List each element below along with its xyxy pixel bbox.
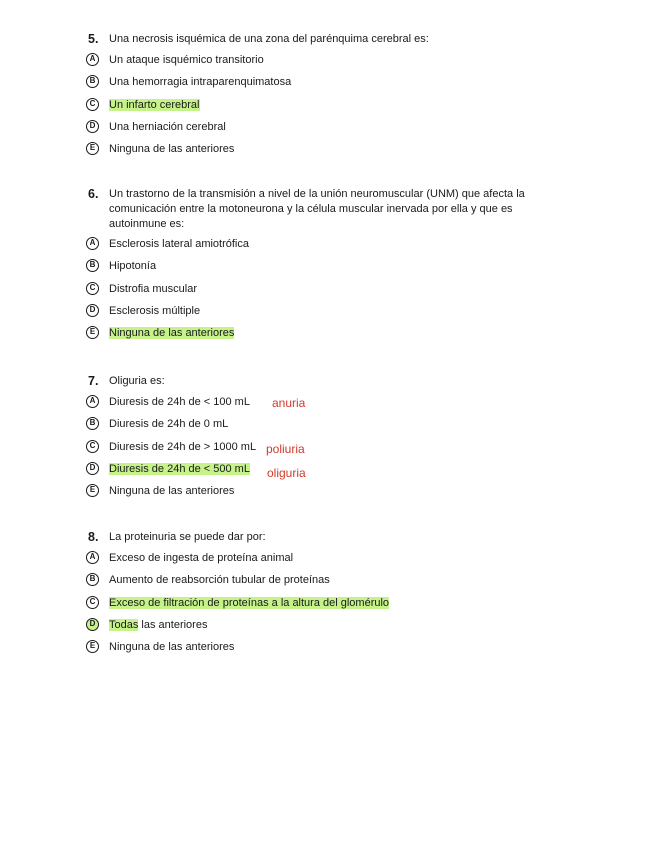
option-bubble[interactable]: D (86, 120, 99, 133)
option-text: Ninguna de las anteriores (109, 641, 235, 654)
question-number: 8. (88, 530, 99, 544)
option-text-highlighted: Un infarto cerebral (109, 98, 200, 111)
option-bubble[interactable]: B (86, 259, 99, 272)
option-a[interactable] (86, 52, 556, 74)
option-d[interactable] (86, 303, 556, 325)
option-c[interactable] (86, 439, 556, 461)
question-number: 5. (88, 32, 99, 46)
question-text: La proteinuria se puede dar por: (109, 531, 266, 543)
option-bubble[interactable]: D (86, 304, 99, 317)
option-bubble[interactable]: A (86, 395, 99, 408)
option-c[interactable] (86, 97, 556, 119)
option-e[interactable] (86, 483, 556, 505)
option-text: Una hemorragia intraparenquimatosa (109, 76, 292, 89)
option-d[interactable] (86, 461, 556, 483)
option-text-highlighted: Todas (109, 618, 139, 631)
option-text: Diuresis de 24h de > 1000 mL (109, 440, 257, 453)
option-e[interactable] (86, 325, 556, 347)
option-text: Aumento de reabsorción tubular de proteínas (109, 574, 330, 587)
option-text: Ninguna de las anteriores (109, 143, 235, 156)
option-text: Hipotonía (109, 260, 157, 273)
option-b[interactable] (86, 572, 556, 594)
option-bubble[interactable]: A (86, 53, 99, 66)
option-c[interactable] (86, 595, 556, 617)
handwritten-annotation: oliguria (267, 465, 306, 480)
question-8 (86, 530, 556, 661)
option-bubble[interactable]: E (86, 640, 99, 653)
option-text: Diuresis de 24h de 0 mL (109, 418, 229, 431)
option-d[interactable] (86, 119, 556, 141)
option-a[interactable] (86, 550, 556, 572)
handwritten-annotation: poliuria (266, 441, 305, 456)
question-stem (86, 530, 556, 545)
option-text: Exceso de ingesta de proteína animal (109, 552, 294, 564)
question-text: Oliguria es: (109, 375, 165, 387)
question-6 (86, 187, 556, 347)
option-text: Diuresis de 24h de < 100 mL (109, 396, 250, 408)
option-bubble[interactable]: A (86, 237, 99, 250)
handwritten-annotation: anuria (272, 396, 306, 410)
option-text: Esclerosis lateral amiotrófica (109, 238, 249, 250)
option-a[interactable] (86, 394, 556, 416)
option-bubble-marked[interactable]: D (86, 618, 99, 631)
option-text: Esclerosis múltiple (109, 304, 201, 317)
option-text: Ninguna de las anteriores (109, 485, 235, 498)
question-stem (86, 32, 556, 47)
option-bubble[interactable]: C (86, 596, 99, 609)
question-5 (86, 32, 556, 163)
option-text: las anteriores (138, 618, 208, 631)
question-text: Un trastorno de la transmisión a nivel de la unión neuromuscular (UNM) que afecta la comunicación entre la motoneurona y la célula muscular inervada por ella y que es autoinmune es: (109, 188, 525, 230)
question-number: 7. (88, 374, 99, 388)
option-text-highlighted: Ninguna de las anteriores (109, 327, 235, 340)
option-b[interactable] (86, 258, 556, 280)
question-text: Una necrosis isquémica de una zona del parénquima cerebral es: (109, 33, 429, 45)
option-a[interactable] (86, 236, 556, 258)
option-bubble[interactable]: B (86, 573, 99, 586)
option-bubble[interactable]: D (86, 462, 99, 475)
option-text: Una herniación cerebral (109, 120, 226, 133)
option-c[interactable] (86, 281, 556, 303)
question-stem (86, 374, 556, 389)
option-bubble[interactable]: B (86, 417, 99, 430)
option-e[interactable] (86, 141, 556, 163)
option-bubble[interactable]: C (86, 282, 99, 295)
question-number: 6. (88, 187, 99, 201)
option-bubble[interactable]: E (86, 142, 99, 155)
option-text: Un ataque isquémico transitorio (109, 54, 264, 66)
option-bubble[interactable]: C (86, 98, 99, 111)
option-d[interactable] (86, 617, 556, 639)
question-7 (86, 374, 556, 505)
option-b[interactable] (86, 74, 556, 96)
option-e[interactable] (86, 639, 556, 661)
question-stem (86, 187, 556, 232)
option-text-highlighted: Exceso de filtración de proteínas a la altura del glomérulo (109, 596, 390, 609)
option-bubble[interactable]: E (86, 326, 99, 339)
option-bubble[interactable]: C (86, 440, 99, 453)
option-bubble[interactable]: E (86, 484, 99, 497)
option-text: Distrofia muscular (109, 282, 198, 295)
option-bubble[interactable]: A (86, 551, 99, 564)
option-b[interactable] (86, 416, 556, 438)
option-bubble[interactable]: B (86, 75, 99, 88)
option-text-highlighted: Diuresis de 24h de < 500 mL (109, 462, 250, 475)
